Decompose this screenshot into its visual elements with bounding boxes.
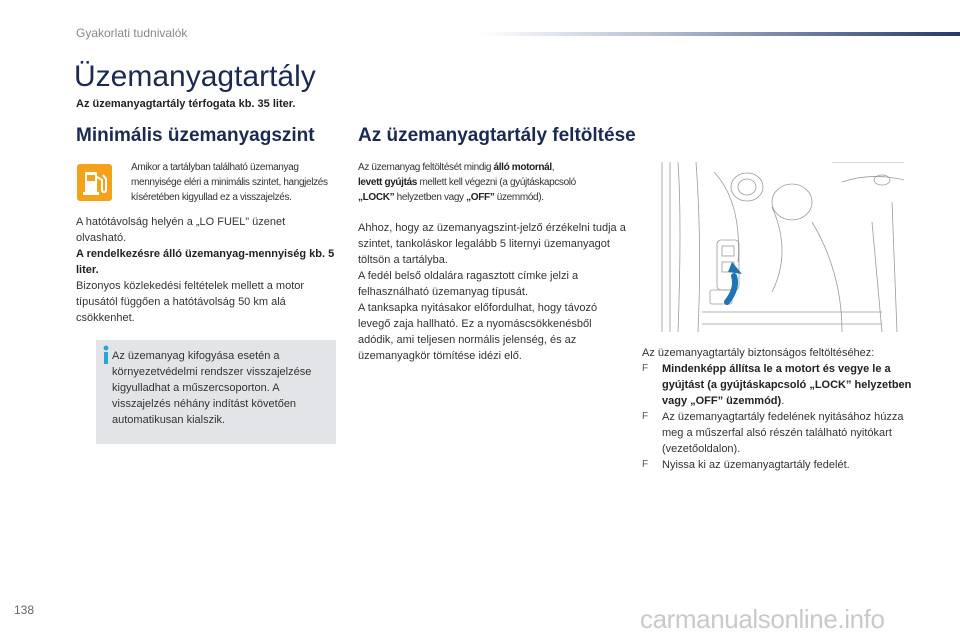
list-item (642, 409, 914, 457)
bullet-mark: F (642, 363, 649, 374)
intro-part-1: Az üzemanyag feltöltését mindig (358, 162, 494, 173)
intro-part-5: üzemmód). (494, 192, 544, 203)
bullet-mark: F (642, 459, 649, 470)
intro-part-4: helyzetben vagy (394, 192, 467, 203)
refuel-heading: Az üzemanyagtartály feltöltése (358, 125, 636, 146)
page-number: 138 (14, 603, 35, 617)
header-rule (480, 32, 960, 36)
info-text: Az üzemanyag kifogyása esetén a környezetvédelmi rendszer visszajelzése kigyulladhat a műszercsoporton. A visszajelzés néhány indítást követően automatikusan kialszik. (112, 350, 312, 426)
bullet-mark: F (642, 411, 649, 422)
min-level-text (76, 214, 338, 326)
bullet-bold: Mindenképp állítsa le a motort és vegye le a gyújtást (a gyújtáskapcsoló „LOCK” helyzetben vagy „OFF” üzemmód) (662, 363, 912, 407)
refuel-paragraph-1: Ahhoz, hogy az üzemanyagszint-jelző érzékelni tudja a szintet, tankoláskor legalább 5 liternyi üzemanyagot töltsön a tartályba. (358, 222, 626, 266)
min-level-note: Amikor a tartályban található üzemanyag mennyisége eléri a minimális szintet, hangjelzés kíséretében kigyullad ez a visszajelzés. (131, 162, 328, 203)
bullet-text: Az üzemanyagtartály fedelének nyitásához húzza meg a műszerfal alsó részén található nyitókart (vezetőoldalon). (662, 411, 904, 455)
refuel-paragraph-2: A fedél belső oldalára ragasztott címke jelzi a felhasználható üzemanyag típusát. (358, 270, 579, 298)
safety-list (642, 361, 914, 473)
list-item (642, 457, 914, 473)
intro-bold-1: álló motornál (493, 162, 552, 173)
intro-bold-3: „LOCK” (358, 192, 395, 203)
info-icon (99, 345, 113, 365)
page-title: Üzemanyagtartály (74, 60, 316, 93)
min-level-heading: Minimális üzemanyagszint (76, 125, 315, 146)
safety-section (642, 345, 914, 473)
refuel-intro (358, 160, 630, 205)
refuel-paragraph-3: A tanksapka nyitásakor előfordulhat, hogy távozó levegő zaja hallható. Ez a nyomáscsökkenésből adódik, ami teljesen normális jelenség, és az üzemanyagkör tömítése idézi elő. (358, 302, 598, 362)
reserve-paragraph: A rendelkezésre álló üzemanyag-mennyiség kb. 5 liter. (76, 248, 335, 276)
safety-intro: Az üzemanyagtartály biztonságos feltöltéséhez: (642, 347, 875, 359)
bullet-text: Nyissa ki az üzemanyagtartály fedelét. (662, 459, 850, 471)
section-header: Gyakorlati tudnivalók (76, 26, 188, 40)
intro-part-3: mellett kell végezni (a gyújtáskapcsoló (417, 177, 576, 188)
intro-bold-2: levett gyújtás (358, 177, 418, 188)
range-paragraph: Bizonyos közlekedési feltételek mellett a motor típusától függően a hatótávolság 50 km alá csökkenhet. (76, 280, 305, 324)
refuel-text (358, 220, 626, 364)
intro-bold-4: „OFF” (466, 192, 495, 203)
intro-part-2: , (551, 162, 555, 173)
page-subtitle: Az üzemanyagtartály térfogata kb. 35 liter. (76, 98, 296, 110)
bullet-text: . (781, 395, 785, 407)
lo-fuel-paragraph: A hatótávolság helyén a „LO FUEL” üzenet olvasható. (76, 216, 286, 244)
fuel-pump-icon (77, 164, 112, 201)
list-item (642, 361, 914, 409)
fuel-lever-illustration (642, 162, 904, 332)
watermark: carmanualsonline.info (640, 604, 885, 634)
